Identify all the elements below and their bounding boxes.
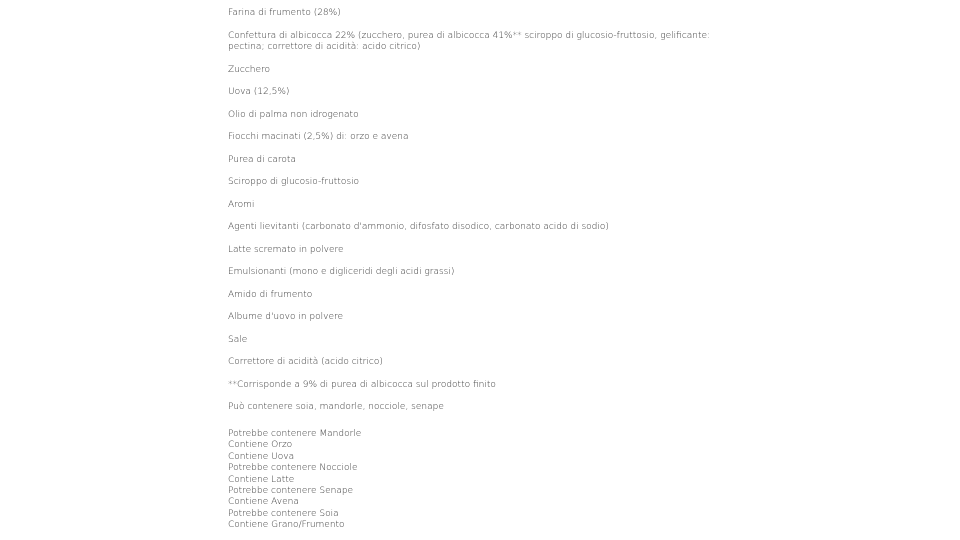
ingredient-item: Latte scremato in polvere xyxy=(228,244,344,255)
allergen-item: Contiene Latte xyxy=(228,474,295,485)
ingredient-item: Purea di carota xyxy=(228,154,296,165)
ingredient-item: Uova (12,5%) xyxy=(228,87,290,97)
ingredient-item: Confettura di albicocca 22% (zucchero, purea di albicocca 41%** sciroppo di glucosio-fruttosio, gelificante: pectina; correttore di acidità: acido citrico) xyxy=(228,30,711,52)
ingredient-item: Emulsionanti (mono e digliceridi degli acidi grassi) xyxy=(228,267,455,277)
ingredient-item: Sciroppo di glucosio-fruttosio xyxy=(228,177,360,187)
ingredient-footnote: **Corrisponde a 9% di purea di albicocca sul prodotto finito xyxy=(228,379,496,390)
allergen-item: Potrebbe contenere Nocciole xyxy=(228,463,358,474)
ingredient-item: Aromi xyxy=(228,199,255,210)
allergen-item: Contiene Orzo xyxy=(228,440,293,451)
ingredient-item: Correttore di acidità (acido citrico) xyxy=(228,357,383,367)
ingredient-item: Sale xyxy=(228,334,248,345)
ingredient-item: Amido di frumento xyxy=(228,289,313,300)
allergen-item: Potrebbe contenere Senape xyxy=(228,486,354,497)
ingredients-list xyxy=(228,8,748,425)
allergens-list xyxy=(228,429,748,532)
may-contain-note: Può contenere soia, mandorle, nocciole, senape xyxy=(228,402,444,412)
allergen-item: Potrebbe contenere Soia xyxy=(228,508,339,519)
allergen-item: Contiene Uova xyxy=(228,451,295,462)
ingredient-item: Albume d'uovo in polvere xyxy=(228,312,344,322)
ingredient-item: Olio di palma non idrogenato xyxy=(228,109,359,120)
ingredient-item: Agenti lievitanti (carbonato d'ammonio, difosfato disodico, carbonato acido di sodio) xyxy=(228,222,609,232)
allergen-item: Potrebbe contenere Mandorle xyxy=(228,429,362,439)
ingredient-item: Zucchero xyxy=(228,64,271,75)
ingredient-item: Fiocchi macinati (2,5%) di: orzo e avena xyxy=(228,132,409,142)
ingredient-item: Farina di frumento (28%) xyxy=(228,8,341,18)
allergen-item: Contiene Avena xyxy=(228,497,299,508)
allergen-item: Contiene Grano/Frumento xyxy=(228,520,345,531)
